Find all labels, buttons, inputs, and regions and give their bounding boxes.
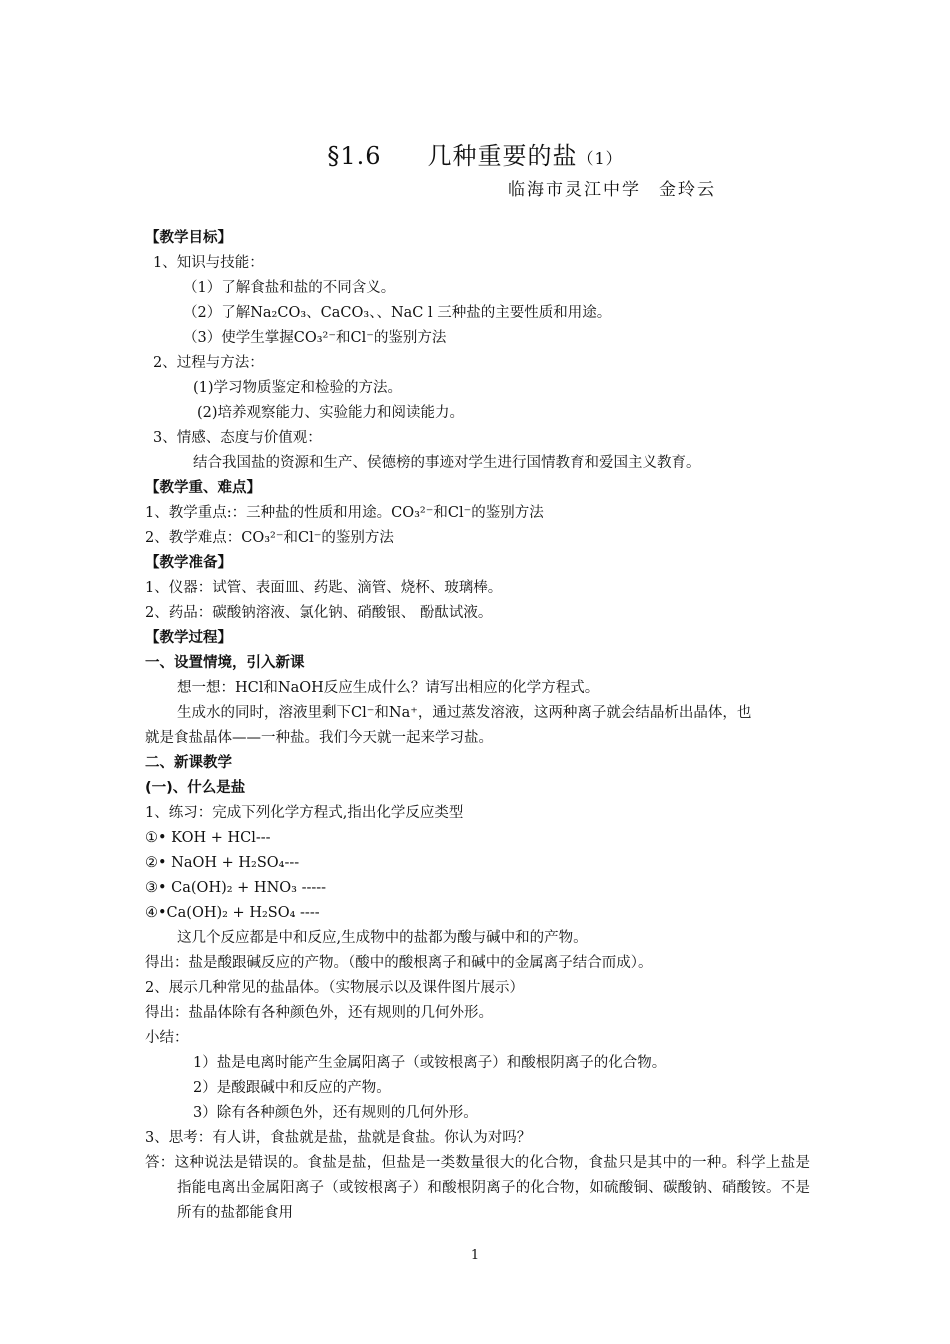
page-number: 1 bbox=[470, 1248, 480, 1263]
text-line: （1）了解食盐和盐的不同含义。 bbox=[183, 280, 396, 296]
section-heading: 一、设置情境，引入新课 bbox=[145, 655, 305, 671]
text-line: 1）盐是电离时能产生金属阳离子（或铵根离子）和酸根阴离子的化合物。 bbox=[193, 1055, 667, 1071]
text-line: （2）了解Na₂CO₃、CaCO₃、、NaC l 三种盐的主要性质和用途。 bbox=[183, 305, 612, 321]
section-heading: 【教学重、难点】 bbox=[145, 480, 261, 496]
text-line: 2、展示几种常见的盐晶体。（实物展示以及课件图片展示） bbox=[145, 980, 524, 996]
text-line: ①• KOH + HCl--- bbox=[145, 830, 271, 846]
text-line: 就是食盐晶体——一种盐。我们今天就一起来学习盐。 bbox=[145, 730, 493, 746]
text-line: 1、知识与技能： bbox=[153, 255, 264, 271]
text-line: 2、药品：碳酸钠溶液、氯化钠、硝酸银、 酚酞试液。 bbox=[145, 605, 493, 621]
text-line: 3、思考：有人讲，食盐就是盐，盐就是食盐。你认为对吗？ bbox=[145, 1130, 532, 1146]
text-line: 2、过程与方法： bbox=[153, 355, 264, 371]
section-heading: 【教学目标】 bbox=[145, 230, 232, 246]
text-line: 1、练习：完成下列化学方程式,指出化学反应类型 bbox=[145, 805, 464, 821]
text-line: ③• Ca(OH)₂ + HNO₃ ----- bbox=[145, 880, 327, 896]
section-heading: 【教学过程】 bbox=[145, 630, 232, 646]
author-name: 金玲云 bbox=[659, 180, 716, 200]
section-number: §1.6 bbox=[327, 142, 382, 170]
text-line: 2、教学难点：CO₃²⁻和Cl⁻的鉴别方法 bbox=[145, 530, 394, 546]
text-line: （3）使学生掌握CO₃²⁻和Cl⁻的鉴别方法 bbox=[183, 330, 447, 346]
text-line: 小结： bbox=[145, 1030, 189, 1046]
title-text: 几种重要的盐 bbox=[427, 142, 578, 170]
text-line: 3、情感、态度与价值观： bbox=[153, 430, 322, 446]
text-line: 这几个反应都是中和反应,生成物中的盐都为酸与碱中和的产物。 bbox=[177, 930, 588, 946]
text-line: 1、教学重点:：三种盐的性质和用途。CO₃²⁻和Cl⁻的鉴别方法 bbox=[145, 505, 544, 521]
text-line: ④•Ca(OH)₂ + H₂SO₄ ---- bbox=[145, 905, 320, 921]
answer-paragraph: 答：这种说法是错误的。食盐是盐，但盐是一类数量很大的化合物，食盐只是其中的一种。科学上盐是指能电离出金属阳离子（或铵根离子）和酸根阴离子的化合物，如硫酸铜、碳酸钠、硝酸铵。不是所有的盐都能食用 bbox=[145, 1155, 810, 1221]
section-heading: 【教学准备】 bbox=[145, 555, 232, 571]
text-line: 得出：盐晶体除有各种颜色外，还有规则的几何外形。 bbox=[145, 1005, 493, 1021]
text-line: (1)学习物质鉴定和检验的方法。 bbox=[193, 380, 403, 396]
text-line: 1、仪器：试管、表面皿、药匙、滴管、烧杯、玻璃棒。 bbox=[145, 580, 503, 596]
text-line: 得出：盐是酸跟碱反应的产物。（酸中的酸根离子和碱中的金属离子结合而成）。 bbox=[145, 955, 653, 971]
document-title bbox=[0, 136, 950, 171]
text-line: 2）是酸跟碱中和反应的产物。 bbox=[193, 1080, 391, 1096]
text-line: (2)培养观察能力、实验能力和阅读能力。 bbox=[197, 405, 465, 421]
author-line bbox=[508, 175, 716, 200]
text-line: 生成水的同时，溶液里剩下Cl⁻和Na⁺，通过蒸发溶液，这两种离子就会结晶析出晶体，也 bbox=[177, 705, 752, 721]
text-line: 结合我国盐的资源和生产、侯德榜的事迹对学生进行国情教育和爱国主义教育。 bbox=[193, 455, 701, 471]
text-line: 想一想：HCl和NaOH反应生成什么？请写出相应的化学方程式。 bbox=[177, 680, 600, 696]
author-school: 临海市灵江中学 bbox=[508, 180, 641, 200]
title-suffix: （1） bbox=[577, 149, 623, 168]
text-line: 3）除有各种颜色外，还有规则的几何外形。 bbox=[193, 1105, 478, 1121]
section-heading: (一)、什么是盐 bbox=[145, 780, 246, 796]
section-heading: 二、新课教学 bbox=[145, 755, 232, 771]
document-body bbox=[145, 226, 810, 1226]
text-line: ②• NaOH + H₂SO₄--- bbox=[145, 855, 300, 871]
